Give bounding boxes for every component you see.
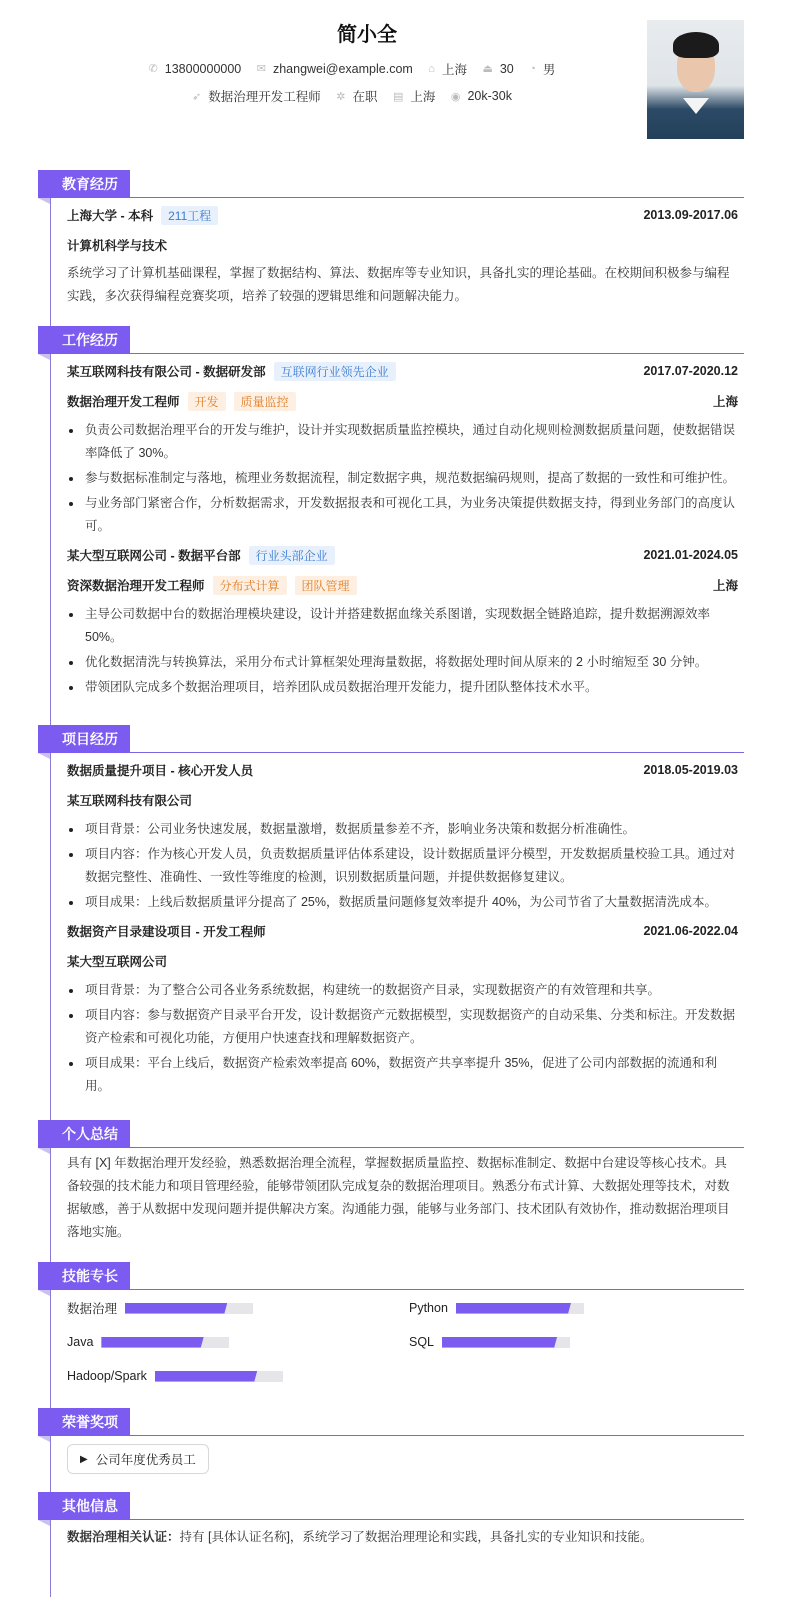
bullet: 参与数据标准制定与落地，梳理业务数据流程，制定数据字典，规范数据编码规则，提高了数据的一致性和可维护性。: [67, 467, 738, 490]
work-period: 2017.07-2020.12: [643, 364, 738, 378]
bullet: 优化数据清洗与转换算法，采用分布式计算框架处理海量数据，将数据处理时间从原来的 2 小时缩短至 30 分钟。: [67, 651, 738, 674]
skill-bar: [442, 1337, 570, 1348]
project-title: 数据资产目录建设项目 - 开发工程师: [67, 925, 266, 939]
section-honors-block: [38, 1408, 744, 1474]
skill-name: Python: [409, 1301, 448, 1315]
role-tag: 开发: [188, 392, 226, 411]
skill-item: [67, 1366, 409, 1386]
award-item[interactable]: [67, 1444, 209, 1474]
section-other-block: [38, 1492, 744, 1549]
project-title: 数据质量提升项目 - 核心开发人员: [67, 764, 254, 778]
skill-item: [67, 1332, 409, 1352]
work-period: 2021.01-2024.05: [643, 548, 738, 562]
intent-position: 数据治理开发工程师: [208, 90, 321, 104]
skill-item: [67, 1298, 409, 1318]
skill-item: [409, 1332, 738, 1352]
role-tag: 团队管理: [295, 576, 357, 595]
skill-bar: [125, 1303, 253, 1314]
candidate-name: 简小全: [337, 24, 397, 46]
home-icon: ⌂: [428, 63, 435, 75]
email[interactable]: zhangwei@example.com: [272, 61, 413, 76]
gender-icon: ◔: [529, 63, 536, 75]
work-item: [67, 356, 738, 538]
job-intent: [0, 87, 704, 105]
send-icon: ➶: [192, 90, 202, 103]
skill-level-fill: [125, 1303, 227, 1314]
section-projects: [38, 725, 744, 753]
project-list: [67, 753, 738, 1098]
skill-name: SQL: [409, 1335, 435, 1349]
section-title: 其他信息: [38, 1492, 130, 1520]
intent-salary: 20k-30k: [467, 89, 512, 103]
section-title: 荣誉奖项: [38, 1408, 130, 1436]
age-icon: ⏏: [482, 63, 493, 75]
bullet: 负责公司数据治理平台的开发与维护，设计并实现数据质量监控模块，通过自动化规则检测数据质量问题，使数据错误率降低了 30%。: [67, 419, 738, 465]
school-tag: 211工程: [161, 206, 218, 225]
company: 某大型互联网公司 - 数据平台部: [67, 549, 241, 563]
skill-name: Hadoop/Spark: [67, 1369, 147, 1383]
profile-photo: [647, 20, 744, 139]
section-projects-block: [38, 725, 744, 1098]
skill-level-fill: [442, 1337, 557, 1348]
salary-icon: ◉: [450, 90, 461, 103]
company-tag: 互联网行业领先企业: [274, 362, 396, 381]
role-tag: 分布式计算: [213, 576, 287, 595]
education-period: 2013.09-2017.06: [643, 208, 738, 222]
intent-status: 在职: [352, 90, 378, 104]
email-icon: ✉: [256, 63, 266, 75]
skill-level-fill: [101, 1337, 203, 1348]
skills-grid: [67, 1290, 738, 1386]
section-work-block: [38, 326, 744, 699]
status-icon: ✲: [336, 90, 346, 103]
resume-header: [0, 0, 794, 170]
bullet: 项目内容：参与数据资产目录平台开发，设计数据资产元数据模型，实现数据资产的自动采集、分类和标注。开发数据资产检索和可视化功能，方便用户快速查找和理解数据资产。: [67, 1004, 738, 1050]
company-tag: 行业头部企业: [249, 546, 335, 565]
role: 资深数据治理开发工程师: [67, 579, 205, 593]
skill-level-fill: [456, 1303, 571, 1314]
other-info: [67, 1526, 738, 1549]
gender: 男: [542, 63, 556, 77]
section-education-block: [38, 170, 744, 308]
project-period: 2018.05-2019.03: [643, 763, 738, 777]
skill-bar: [101, 1337, 229, 1348]
role-tag: 质量监控: [234, 392, 296, 411]
skill-name: 数据治理: [67, 1302, 118, 1316]
skill-level-fill: [155, 1371, 257, 1382]
phone: 13800000000: [164, 61, 242, 76]
bullet: 项目背景：为了整合公司各业务系统数据，构建统一的数据资产目录，实现数据资产的有效管理和共享。: [67, 979, 738, 1002]
section-title: 技能专长: [38, 1262, 130, 1290]
building-icon: ▤: [392, 90, 404, 103]
skill-bar: [155, 1371, 283, 1382]
work-city: 上海: [712, 579, 738, 593]
skill-name: Java: [67, 1335, 94, 1349]
play-icon: ▶: [80, 1453, 88, 1465]
work-city: 上海: [712, 395, 738, 409]
project-item: [67, 916, 738, 1098]
school: 上海大学 - 本科: [67, 209, 154, 223]
city: 上海: [441, 63, 467, 77]
bullet: 项目背景：公司业务快速发展，数据量激增，数据质量参差不齐，影响业务决策和数据分析准确性。: [67, 818, 738, 841]
major: 计算机科学与技术: [67, 239, 168, 253]
bullet: 与业务部门紧密合作，分析数据需求，开发数据报表和可视化工具，为业务决策提供数据支持，得到业务部门的高度认可。: [67, 492, 738, 538]
section-summary: [38, 1120, 744, 1148]
award-name: 公司年度优秀员工: [95, 1453, 196, 1467]
summary-text: 具有 [X] 年数据治理开发经验，熟悉数据治理全流程，掌握数据质量监控、数据标准制定、数据中台建设等核心技术。具备较强的技术能力和项目管理经验，能够带领团队完成复杂的数据治理项目。熟悉分布式计算、大数据处理等技术，对数据敏感，善于从数据中发现问题并提供解决方案。沟通能力强，能够与业务部门、技术团队有效协作，推动数据治理项目落地实施。: [67, 1156, 730, 1239]
section-other: [38, 1492, 744, 1520]
bullet: 项目成果：平台上线后，数据资产检索效率提高 60%，数据资产共享率提升 35%，促进了公司内部数据的流通和利用。: [67, 1052, 738, 1098]
phone-icon: ✆: [148, 63, 158, 75]
other-text: 持有 [具体认证名称]，系统学习了数据治理理论和实践，具备扎实的专业知识和技能。: [179, 1530, 653, 1544]
work-item: [67, 540, 738, 699]
bullet: 带领团队完成多个数据治理项目，培养团队成员数据治理开发能力，提升团队整体技术水平。: [67, 676, 738, 699]
section-title: 教育经历: [38, 170, 130, 198]
resume-body: [38, 170, 744, 1597]
intent-city: 上海: [410, 90, 436, 104]
skill-bar: [456, 1303, 584, 1314]
education-item: [67, 198, 738, 308]
contact-info: [0, 60, 704, 78]
project-item: [67, 755, 738, 914]
other-label: 数据治理相关认证：: [67, 1530, 180, 1544]
section-work: [38, 326, 744, 354]
project-company: 某大型互联网公司: [67, 955, 168, 969]
age: 30: [499, 61, 514, 76]
work-list: [67, 354, 738, 699]
section-honors: [38, 1408, 744, 1436]
section-skills-block: [38, 1262, 744, 1386]
skill-item: [409, 1298, 738, 1318]
education-desc: 系统学习了计算机基础课程，掌握了数据结构、算法、数据库等专业知识，具备扎实的理论基础。在校期间积极参与编程实践，多次获得编程竞赛奖项，培养了较强的逻辑思维和问题解决能力。: [67, 266, 730, 303]
company: 某互联网科技有限公司 - 数据研发部: [67, 365, 266, 379]
bullet: 项目成果：上线后数据质量评分提高了 25%，数据质量问题修复效率提升 40%，为公司节省了大量数据清洗成本。: [67, 891, 738, 914]
bullet: 主导公司数据中台的数据治理模块建设，设计并搭建数据血缘关系图谱，实现数据全链路追踪，提升数据溯源效率 50%。: [67, 603, 738, 649]
section-title: 个人总结: [38, 1120, 130, 1148]
section-skills: [38, 1262, 744, 1290]
section-title: 项目经历: [38, 725, 130, 753]
bullet: 项目内容：作为核心开发人员，负责数据质量评估体系建设，设计数据质量评分模型，开发数据质量校验工具。通过对数据完整性、准确性、一致性等维度的检测，识别数据质量问题，并提供数据修复建议。: [67, 843, 738, 889]
role: 数据治理开发工程师: [67, 395, 180, 409]
project-period: 2021.06-2022.04: [643, 924, 738, 938]
section-title: 工作经历: [38, 326, 130, 354]
project-company: 某互联网科技有限公司: [67, 794, 193, 808]
section-education: [38, 170, 744, 198]
section-summary-block: [38, 1120, 744, 1244]
